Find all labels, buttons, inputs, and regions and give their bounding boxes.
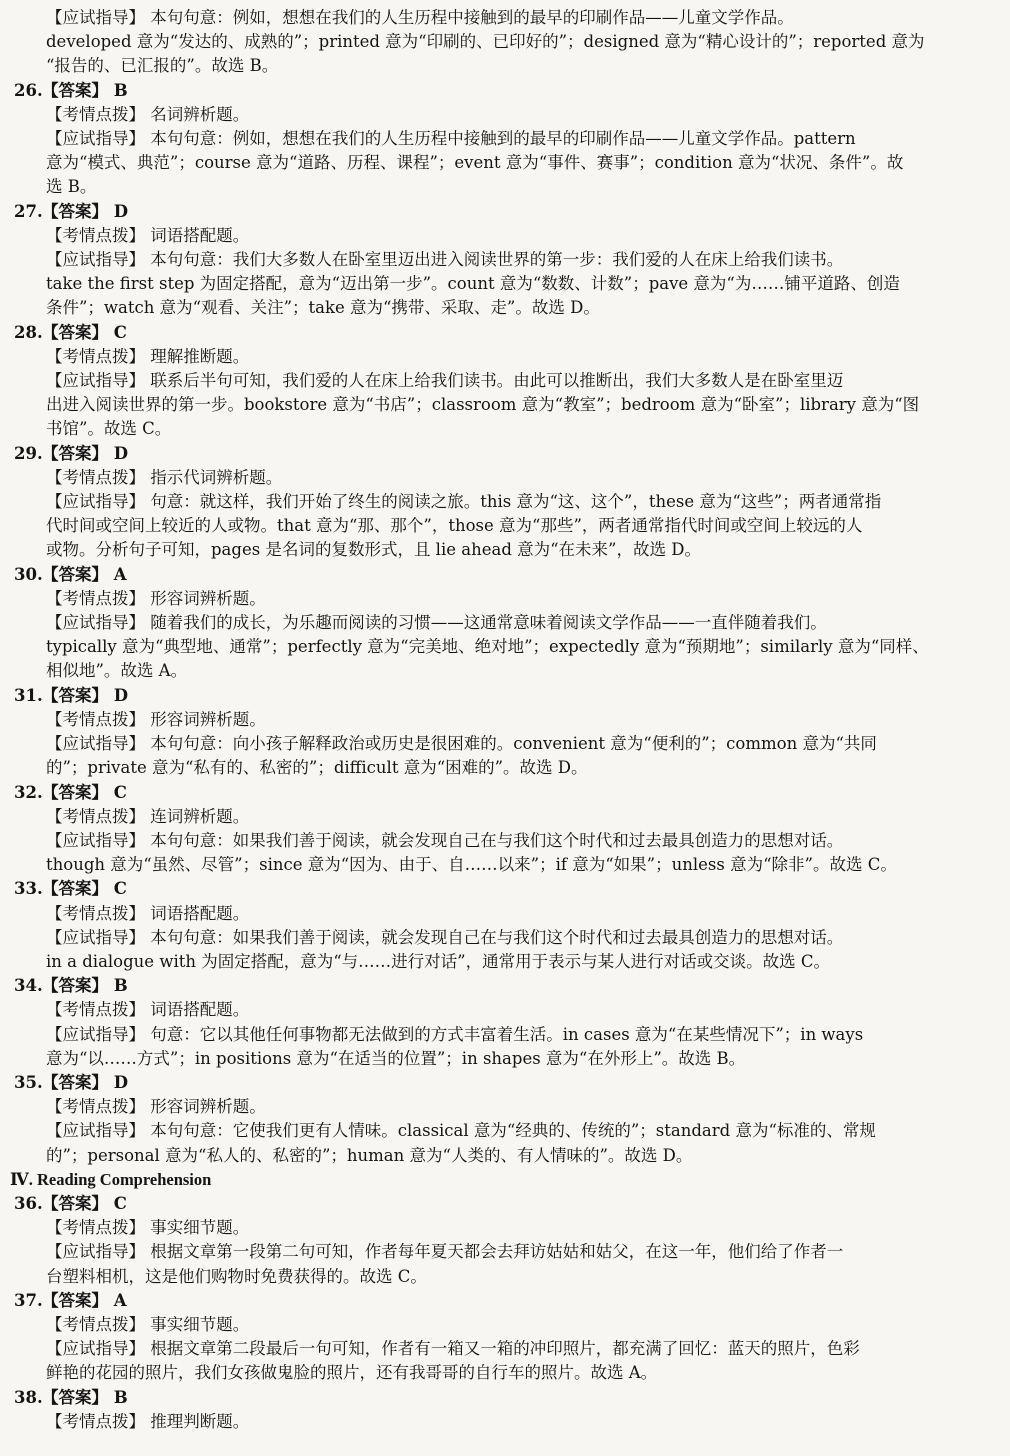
question-number: 32. bbox=[14, 782, 43, 802]
question-number: 33. bbox=[14, 879, 43, 899]
answer-text: 【答案】 B bbox=[42, 80, 128, 100]
explanation-line: 【应试指导】 根据文章第二段最后一句可知，作者有一箱又一箱的冲印照片，都充满了回忆：蓝天的照片，色彩 bbox=[46, 1339, 860, 1359]
answer-item bbox=[14, 563, 996, 684]
explanation-line: 出进入阅读世界的第一步。bookstore 意为“书店”；classroom 意为“教室”；bedroom 意为“卧室”；library 意为“图 bbox=[46, 395, 920, 415]
answer-line bbox=[14, 563, 996, 587]
answer-line bbox=[14, 79, 996, 103]
explanation-line: typically 意为“典型地、通常”；perfectly 意为“完美地、绝对地”；expectedly 意为“预期地”；similarly 意为“同样、 bbox=[46, 637, 929, 657]
answer-item bbox=[14, 79, 996, 200]
answer-item bbox=[14, 442, 996, 563]
answer-text: 【答案】 D bbox=[42, 1072, 129, 1092]
answer-item bbox=[14, 877, 996, 974]
kaoqing-line: 【考情点拨】 推理判断题。 bbox=[46, 1411, 250, 1431]
explanation-line: 选 B。 bbox=[46, 177, 97, 197]
answer-text: 【答案】 C bbox=[42, 879, 127, 899]
kaoqing-line: 【考情点拨】 理解推断题。 bbox=[46, 346, 250, 366]
question-number: 36. bbox=[14, 1193, 43, 1213]
explanation-line: 【应试指导】 随着我们的成长，为乐趣而阅读的习惯——这通常意味着阅读文学作品——一直伴随着我们。 bbox=[46, 613, 827, 633]
explanation bbox=[40, 127, 996, 200]
kaoqing-line: 【考情点拨】 名词辨析题。 bbox=[46, 104, 250, 124]
explanation-line: 【应试指导】 本句句意：我们大多数人在卧室里迈出进入阅读世界的第一步：我们爱的人在床上给我们读书。 bbox=[46, 250, 844, 270]
explanation-line: 的”；private 意为“私有的、私密的”；difficult 意为“困难的”。故选 D。 bbox=[46, 758, 588, 778]
answer-item bbox=[14, 781, 996, 878]
answer-text: 【答案】 A bbox=[42, 564, 127, 584]
kaoqing-line: 【考情点拨】 形容词辨析题。 bbox=[46, 1097, 266, 1117]
question-number: 27. bbox=[14, 201, 43, 221]
answer-item bbox=[14, 1289, 996, 1386]
answer-text: 【答案】 D bbox=[42, 201, 129, 221]
answer-text: 【答案】 B bbox=[42, 1387, 128, 1407]
kaoqing-line: 【考情点拨】 事实细节题。 bbox=[46, 1218, 250, 1238]
question-number: 26. bbox=[14, 80, 43, 100]
explanation bbox=[40, 369, 996, 442]
kaoqing-line: 【考情点拨】 词语搭配题。 bbox=[46, 1000, 250, 1020]
answer-text: 【答案】 B bbox=[42, 976, 128, 996]
answer-item bbox=[14, 974, 996, 1071]
answer-text: 【答案】 C bbox=[42, 782, 127, 802]
explanation-line: in a dialogue with 为固定搭配，意为“与……进行对话”，通常用于表示与某人进行对话或交谈。故选 C。 bbox=[46, 951, 830, 971]
explanation-line: take the first step 为固定搭配，意为“迈出第一步”。count 意为“数数、计数”；pave 意为“为……铺平道路、创造 bbox=[46, 274, 900, 294]
explanation-line: though 意为“虽然、尽管”；since 意为“因为、由于、自……以来”；if 意为“如果”；unless 意为“除非”。故选 C。 bbox=[46, 855, 897, 875]
answer-item bbox=[14, 321, 996, 442]
explanation-line: 意为“以……方式”；in positions 意为“在适当的位置”；in shapes 意为“在外形上”。故选 B。 bbox=[46, 1048, 746, 1068]
answer-line bbox=[14, 781, 996, 805]
explanation-line: developed 意为“发达的、成熟的”；printed 意为“印刷的、已印好的”；designed 意为“精心设计的”；reported 意为 bbox=[46, 32, 925, 52]
answer-line bbox=[14, 1386, 996, 1410]
explanation-line: 【应试指导】 句意：就这样，我们开始了终生的阅读之旅。this 意为“这、这个”，these 意为“这些”；两者通常指 bbox=[46, 492, 882, 512]
explanation-line: 代时间或空间上较近的人或物。that 意为“那、那个”，those 意为“那些”，两者通常指代时间或空间上较远的人 bbox=[46, 516, 863, 536]
answer-line bbox=[14, 877, 996, 901]
explanation-line: 书馆”。故选 C。 bbox=[46, 419, 172, 439]
kaoqing-line: 【考情点拨】 词语搭配题。 bbox=[46, 225, 250, 245]
explanation-line: 或物。分析句子可知，pages 是名词的复数形式，且 lie ahead 意为“在未来”，故选 D。 bbox=[46, 540, 701, 560]
answer-line bbox=[14, 442, 996, 466]
answer-text: 【答案】 C bbox=[42, 1193, 127, 1213]
question-number: 38. bbox=[14, 1387, 43, 1407]
explanation-line: 【应试指导】 联系后半句可知，我们爱的人在床上给我们读书。由此可以推断出，我们大多数人是在卧室里迈 bbox=[46, 371, 844, 391]
explanation bbox=[40, 732, 996, 780]
explanation bbox=[40, 829, 996, 877]
explanation bbox=[40, 490, 996, 563]
explanation-line: 【应试指导】 本句句意：例如，想想在我们的人生历程中接触到的最早的印刷作品——儿童文学作品。pattern bbox=[46, 129, 856, 149]
explanation-line: 【应试指导】 本句句意：它使我们更有人情味。classical 意为“经典的、传统的”；standard 意为“标准的、常规 bbox=[46, 1121, 876, 1141]
answer-line bbox=[14, 684, 996, 708]
answer-item bbox=[14, 1386, 996, 1434]
explanation bbox=[40, 1240, 996, 1288]
explanation bbox=[40, 1119, 996, 1167]
explanation bbox=[40, 248, 996, 321]
kaoqing-line: 【考情点拨】 形容词辨析题。 bbox=[46, 709, 266, 729]
kaoqing-line: 【考情点拨】 事实细节题。 bbox=[46, 1314, 250, 1334]
answer-text: 【答案】 A bbox=[42, 1290, 127, 1310]
explanation bbox=[40, 611, 996, 684]
answer-list bbox=[14, 79, 996, 1168]
answer-line bbox=[14, 1192, 996, 1216]
answer-text: 【答案】 D bbox=[42, 685, 129, 705]
answer-item bbox=[14, 1192, 996, 1289]
answer-item bbox=[14, 684, 996, 781]
question-number: 29. bbox=[14, 443, 43, 463]
explanation bbox=[40, 1337, 996, 1385]
answer-text: 【答案】 C bbox=[42, 322, 127, 342]
explanation-line: 【应试指导】 本句句意：如果我们善于阅读，就会发现自己在与我们这个时代和过去最具创造力的思想对话。 bbox=[46, 830, 844, 850]
answer-item bbox=[14, 1071, 996, 1168]
explanation-line: 【应试指导】 根据文章第一段第二句可知，作者每年夏天都会去拜访姑姑和姑父，在这一年，他们给了作者一 bbox=[46, 1242, 844, 1262]
explanation-line: 相似地”。故选 A。 bbox=[46, 661, 188, 681]
explanation-line: 的”；personal 意为“私人的、私密的”；human 意为“人类的、有人情味的”。故选 D。 bbox=[46, 1145, 693, 1165]
explanation-line: 【应试指导】 本句句意：向小孩子解释政治或历史是很困难的。convenient 意为“便利的”；common 意为“共同 bbox=[46, 734, 877, 754]
kaoqing-line: 【考情点拨】 形容词辨析题。 bbox=[46, 588, 266, 608]
explanation-line: 鲜艳的花园的照片，我们女孩做鬼脸的照片，还有我哥哥的自行车的照片。故选 A。 bbox=[46, 1363, 658, 1383]
kaoqing-line: 【考情点拨】 词语搭配题。 bbox=[46, 903, 250, 923]
kaoqing-line: 【考情点拨】 连词辨析题。 bbox=[46, 806, 250, 826]
explanation-line: 【应试指导】 本句句意：例如，想想在我们的人生历程中接触到的最早的印刷作品——儿童文学作品。 bbox=[46, 8, 794, 27]
explanation-line: 【应试指导】 句意：它以其他任何事物都无法做到的方式丰富着生活。in cases 意为“在某些情况下”；in ways bbox=[46, 1024, 864, 1044]
answer-line bbox=[14, 1289, 996, 1313]
explanation-line: 条件”；watch 意为“观看、关注”；take 意为“携带、采取、走”。故选 D。 bbox=[46, 298, 600, 318]
explanation bbox=[40, 1023, 996, 1071]
answer-line bbox=[14, 1071, 996, 1095]
question-number: 37. bbox=[14, 1290, 43, 1310]
question-number: 31. bbox=[14, 685, 43, 705]
question-number: 34. bbox=[14, 976, 43, 996]
answer-list-reading bbox=[14, 1192, 996, 1434]
explanation bbox=[40, 926, 996, 974]
question-number: 28. bbox=[14, 322, 43, 342]
explanation-line: “报告的、已汇报的”。故选 B。 bbox=[46, 56, 279, 76]
kaoqing-line: 【考情点拨】 指示代词辨析题。 bbox=[46, 467, 283, 487]
question-number: 30. bbox=[14, 564, 43, 584]
explanation-line: 【应试指导】 本句句意：如果我们善于阅读，就会发现自己在与我们这个时代和过去最具创造力的思想对话。 bbox=[46, 927, 844, 947]
answer-item bbox=[14, 200, 996, 321]
section-heading: Ⅳ. Reading Comprehension bbox=[10, 1169, 212, 1189]
lead-explanation bbox=[40, 6, 996, 79]
explanation-line: 意为“模式、典范”；course 意为“道路、历程、课程”；event 意为“事件、赛事”；condition 意为“状况、条件”。故 bbox=[46, 153, 904, 173]
answer-line bbox=[14, 321, 996, 345]
answer-line bbox=[14, 200, 996, 224]
explanation-line: 台塑料相机，这是他们购物时免费获得的。故选 C。 bbox=[46, 1266, 427, 1286]
answer-line bbox=[14, 974, 996, 998]
question-number: 35. bbox=[14, 1072, 43, 1092]
answer-text: 【答案】 D bbox=[42, 443, 129, 463]
